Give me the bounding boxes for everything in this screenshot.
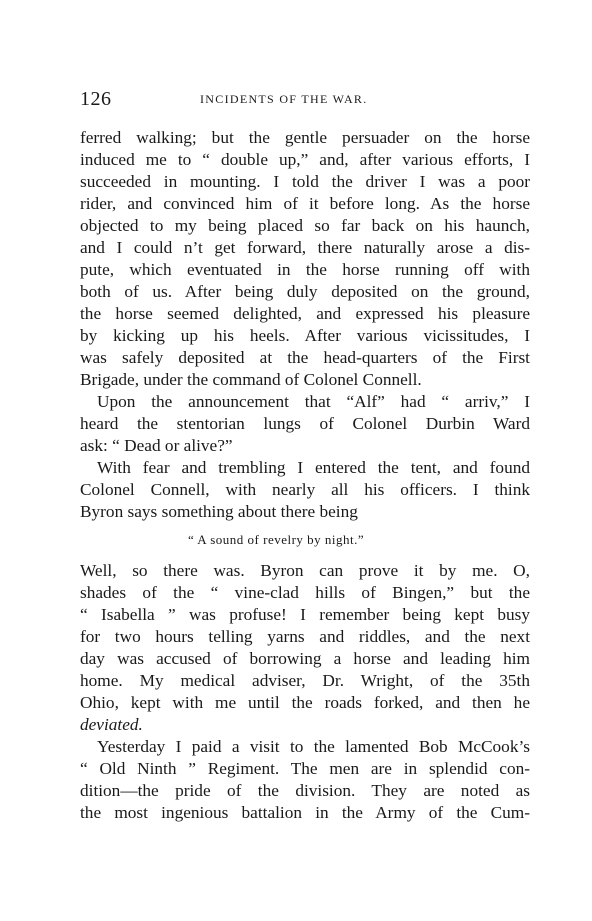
- text-line: and I could n’t get forward, there naturally arose a dis-: [80, 238, 530, 257]
- text-line: shades of the “ vine-clad hills of Bingen,” but the: [80, 583, 530, 602]
- text-line: for two hours telling yarns and riddles, and the next: [80, 627, 530, 646]
- text-line: objected to my being placed so far back on his haunch,: [80, 216, 530, 235]
- text-line: induced me to “ double up,” and, after various efforts, I: [80, 150, 530, 169]
- running-head: [80, 88, 520, 110]
- text-line: Yesterday I paid a visit to the lamented Bob McCook’s: [97, 737, 530, 756]
- text-line: pute, which eventuated in the horse running off with: [80, 260, 530, 279]
- text-line: rider, and convinced him of it before long. As the horse: [80, 194, 530, 213]
- text-line: Brigade, under the command of Colonel Connell.: [80, 370, 422, 389]
- text-line: Ohio, kept with me until the roads forked, and then he: [80, 693, 530, 712]
- block-quote: “ A sound of revelry by night.”: [188, 532, 365, 547]
- text-line: “ Old Ninth ” Regiment. The men are in splendid con-: [80, 759, 530, 778]
- text-line: was safely deposited at the head-quarters of the First: [80, 348, 530, 367]
- text-line: the most ingenious battalion in the Army of the Cum-: [80, 803, 530, 822]
- running-title: INCIDENTS OF THE WAR.: [200, 92, 368, 106]
- text-line: dition—the pride of the division. They are noted as: [80, 781, 530, 800]
- text-line: deviated.: [80, 715, 143, 734]
- text-line: With fear and trembling I entered the tent, and found: [97, 458, 530, 477]
- text-line: ask: “ Dead or alive?”: [80, 436, 233, 455]
- text-line: by kicking up his heels. After various vicissitudes, I: [80, 326, 530, 345]
- text-line: heard the stentorian lungs of Colonel Durbin Ward: [80, 414, 530, 433]
- body-text: [80, 127, 530, 824]
- text-line: Upon the announcement that “Alf” had “ arriv,” I: [97, 392, 530, 411]
- text-line: Byron says something about there being: [80, 502, 358, 521]
- text-line: day was accused of borrowing a horse and leading him: [80, 649, 530, 668]
- page-number: 126: [80, 88, 112, 110]
- text-line: “ Isabella ” was profuse! I remember being kept busy: [80, 605, 530, 624]
- text-line: both of us. After being duly deposited on the ground,: [80, 282, 530, 301]
- text-line: the horse seemed delighted, and expressed his pleasure: [80, 304, 530, 323]
- text-line: home. My medical adviser, Dr. Wright, of the 35th: [80, 671, 530, 690]
- text-line: Colonel Connell, with nearly all his officers. I think: [80, 480, 530, 499]
- text-line: succeeded in mounting. I told the driver I was a poor: [80, 172, 530, 191]
- text-line: ferred walking; but the gentle persuader on the horse: [80, 128, 530, 147]
- text-line: Well, so there was. Byron can prove it by me. O,: [80, 561, 530, 580]
